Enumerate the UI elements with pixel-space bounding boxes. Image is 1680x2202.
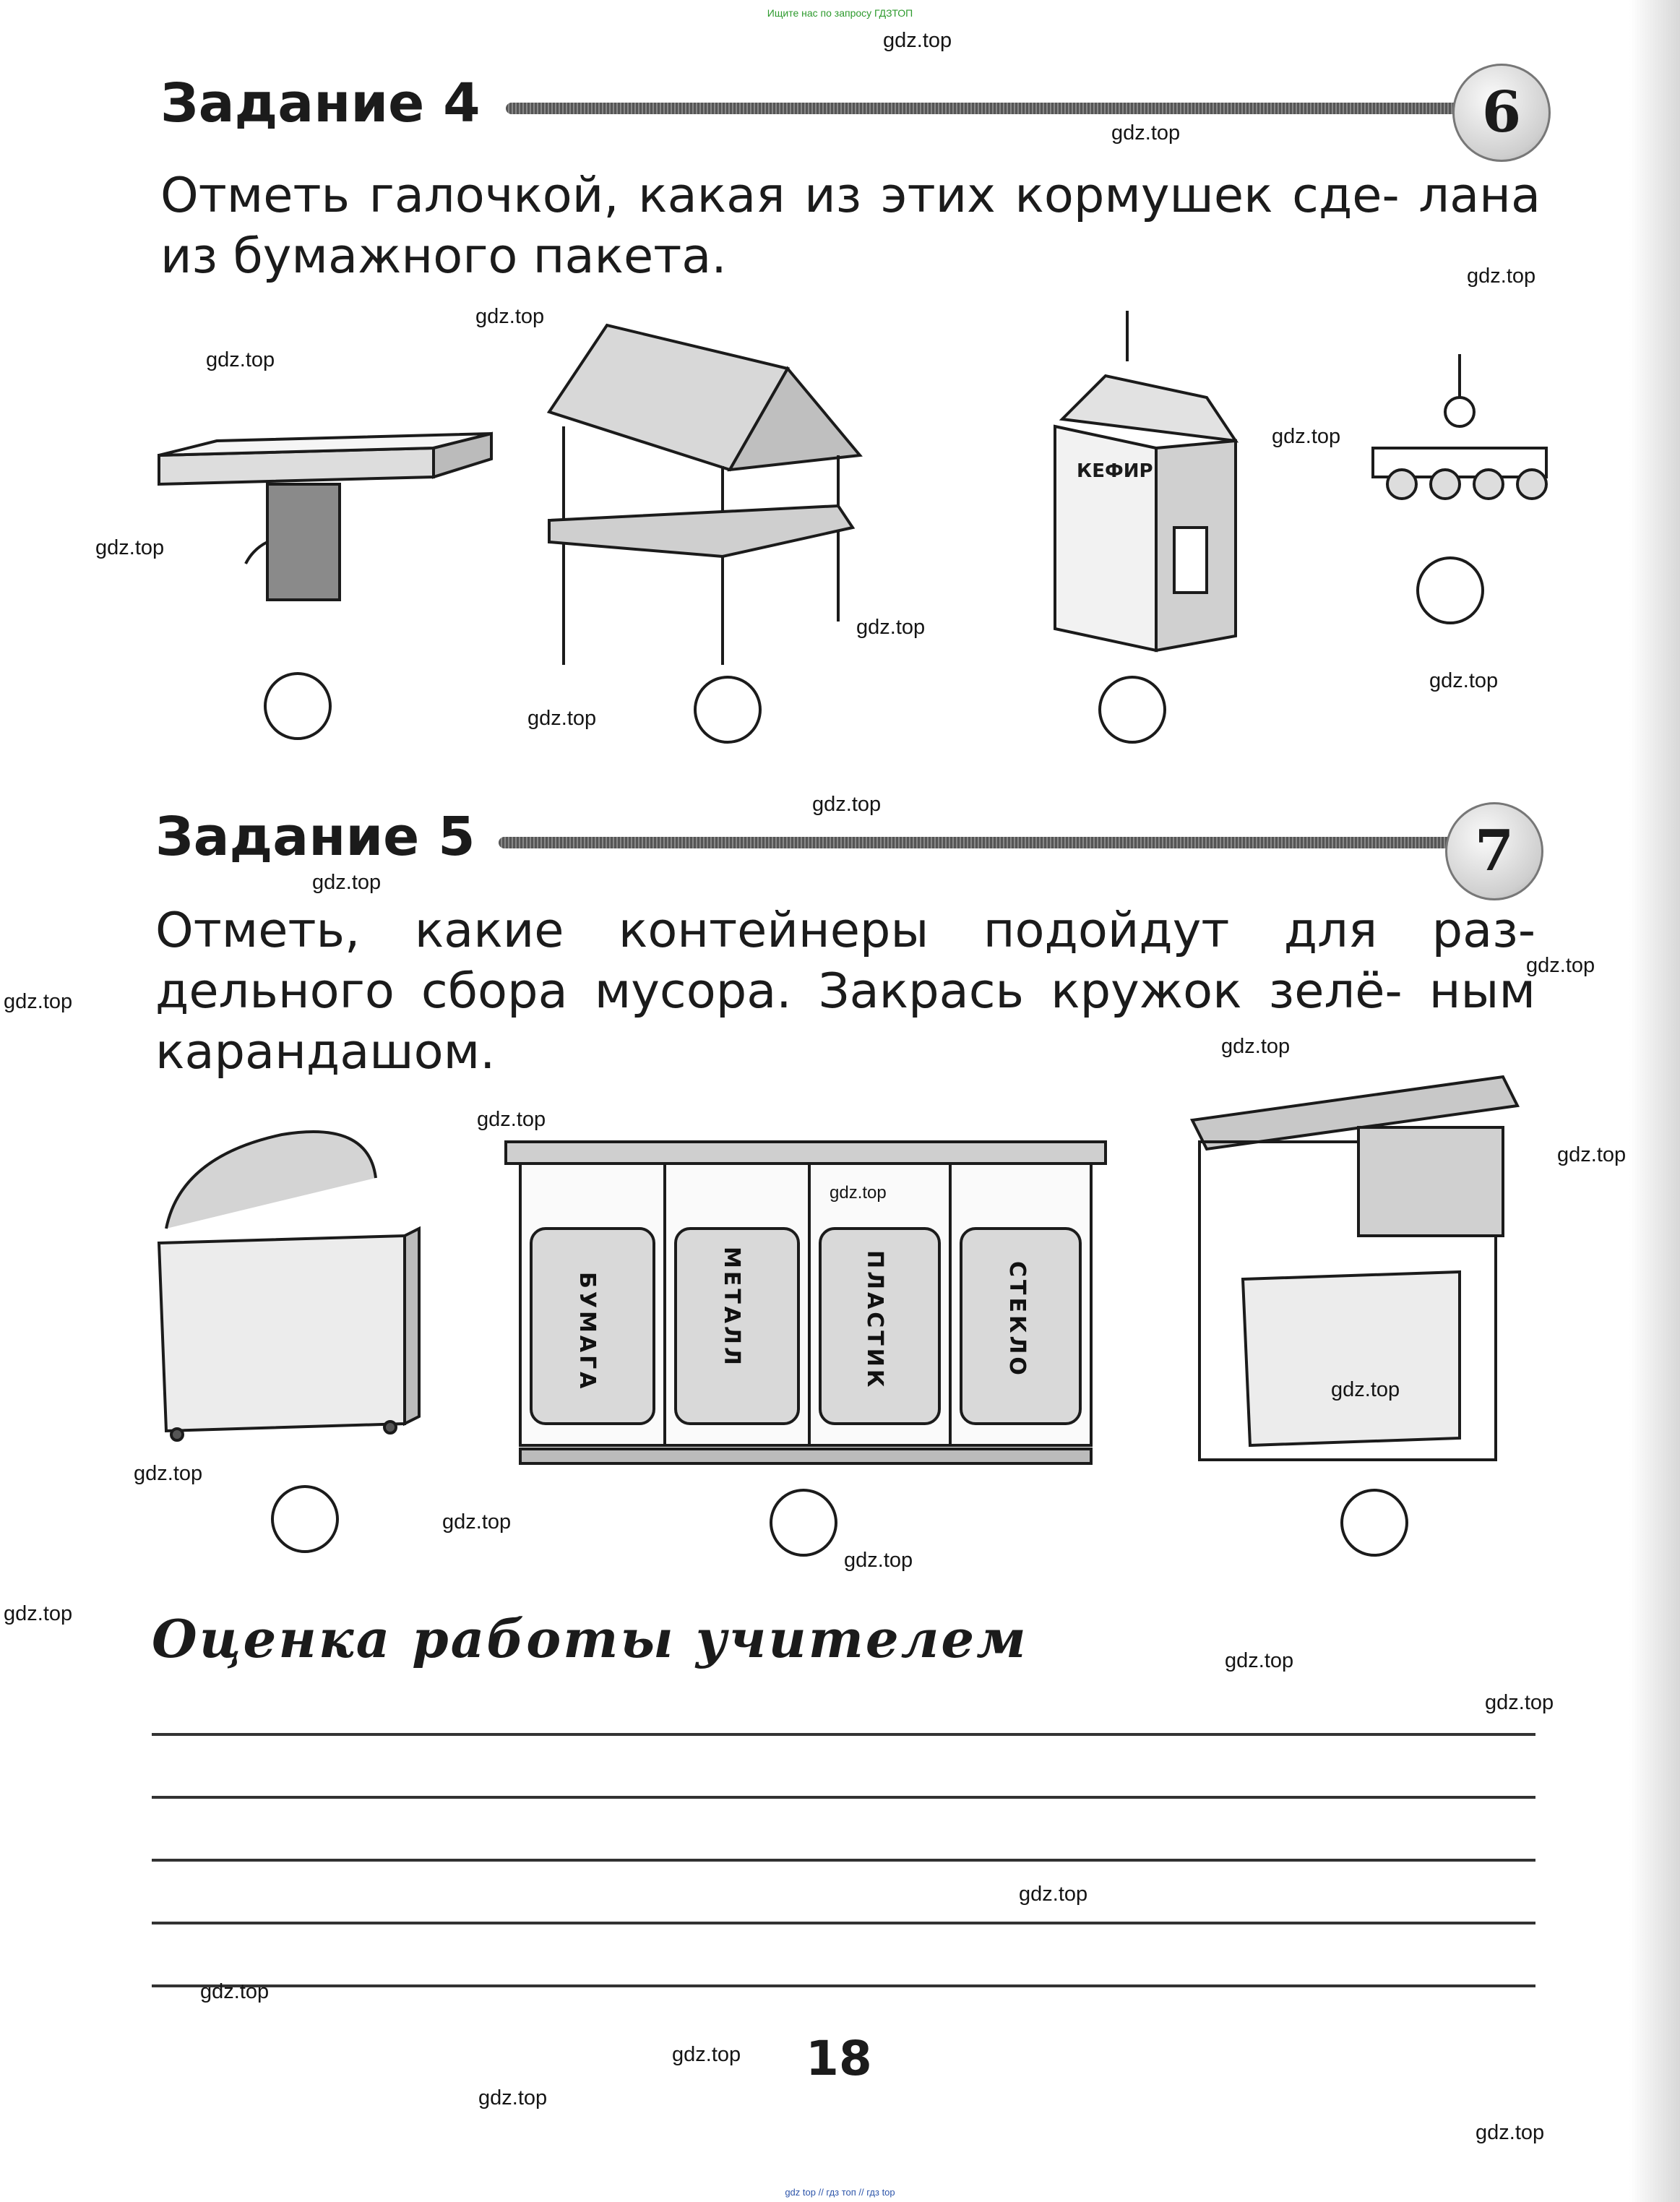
watermark: gdz.top [1467, 265, 1536, 288]
watermark: gdz.top [844, 1549, 913, 1572]
watermark: gdz.top [95, 536, 165, 559]
watermark: gdz.top [1476, 2121, 1545, 2144]
grade-line-4[interactable] [152, 1922, 1535, 1924]
watermark: gdz.top [475, 305, 545, 328]
watermark: gdz.top [442, 1510, 512, 1534]
station-answer-circle[interactable] [770, 1489, 837, 1557]
bin-label-paper: БУМАГА [574, 1272, 600, 1392]
bin-label-plastic: ПЛАСТИК [862, 1250, 887, 1390]
watermark: gdz.top [883, 29, 952, 52]
watermark: gdz.top [312, 871, 382, 894]
page-edge-shadow [1629, 0, 1680, 2202]
watermark: gdz.top [477, 1108, 546, 1131]
watermark: gdz.top [4, 990, 73, 1013]
watermark: gdz.top [1111, 121, 1181, 145]
task5-points-badge: 7 [1445, 802, 1543, 900]
task4-title: Задание 4 [160, 72, 481, 134]
task4-points-badge: 6 [1452, 64, 1551, 162]
watermark: gdz.top [812, 793, 882, 816]
single-bin-answer-circle[interactable] [271, 1485, 339, 1553]
grade-line-1[interactable] [152, 1733, 1535, 1736]
watermark: gdz.top [1526, 954, 1595, 977]
watermark: gdz.top [134, 1462, 203, 1485]
grade-line-5[interactable] [152, 1984, 1535, 1987]
tray-feeder-answer-circle[interactable] [264, 672, 332, 740]
watermark: gdz.top [1557, 1143, 1627, 1166]
watermark: gdz.top [1429, 669, 1499, 692]
carton-label: КЕФИР [1077, 460, 1153, 482]
top-banner[interactable]: Ищите нас по запросу ГДЗТОП [767, 7, 913, 19]
watermark: gdz.top [478, 2086, 548, 2109]
watermark: gdz.top [672, 2043, 741, 2066]
watermark: gdz.top [206, 348, 275, 371]
grade-line-2[interactable] [152, 1796, 1535, 1799]
watermark: gdz.top [830, 1183, 887, 1203]
covered-bin-image [1192, 1077, 1517, 1460]
carton-feeder-answer-circle[interactable] [1098, 676, 1166, 744]
hanging-feeder-image [1373, 354, 1546, 499]
watermark: gdz.top [856, 616, 926, 639]
grade-title: Оценка работы учителем [152, 1608, 1028, 1669]
task5-rule [499, 837, 1452, 848]
house-feeder-answer-circle[interactable] [694, 676, 762, 744]
watermark: gdz.top [1221, 1035, 1291, 1058]
grade-line-3[interactable] [152, 1859, 1535, 1862]
watermark: gdz.top [1331, 1378, 1400, 1401]
watermark: gdz.top [1485, 1691, 1554, 1714]
house-feeder-image [549, 325, 860, 665]
watermark: gdz.top [1225, 1649, 1294, 1672]
task4-text: Отметь галочкой, какая из этих кормушек сде- лана из бумажного пакета. [160, 167, 1541, 284]
watermark: gdz.top [200, 1980, 270, 2003]
bin-label-glass: СТЕКЛО [1004, 1261, 1030, 1378]
watermark: gdz.top [4, 1602, 73, 1625]
task5-title: Задание 5 [155, 806, 475, 868]
bottom-banner[interactable]: gdz top // гдз топ // гдз top [785, 2187, 895, 2198]
carton-feeder-image [1055, 311, 1236, 650]
watermark: gdz.top [527, 707, 597, 730]
bin-label-metal: МЕТАЛЛ [719, 1247, 744, 1368]
task5-text: Отметь, какие контейнеры подойдут для раз- дельного сбора мусора. Закрась кружок зелё- ным карандашом. [155, 902, 1535, 1080]
single-bin-image [159, 1132, 419, 1440]
tray-feeder-image [159, 434, 491, 600]
hanging-feeder-answer-circle[interactable] [1416, 556, 1484, 624]
watermark: gdz.top [1272, 425, 1341, 448]
covered-bin-answer-circle[interactable] [1340, 1489, 1408, 1557]
watermark: gdz.top [1019, 1883, 1088, 1906]
page-number: 18 [806, 2031, 872, 2086]
task4-rule [506, 103, 1460, 114]
